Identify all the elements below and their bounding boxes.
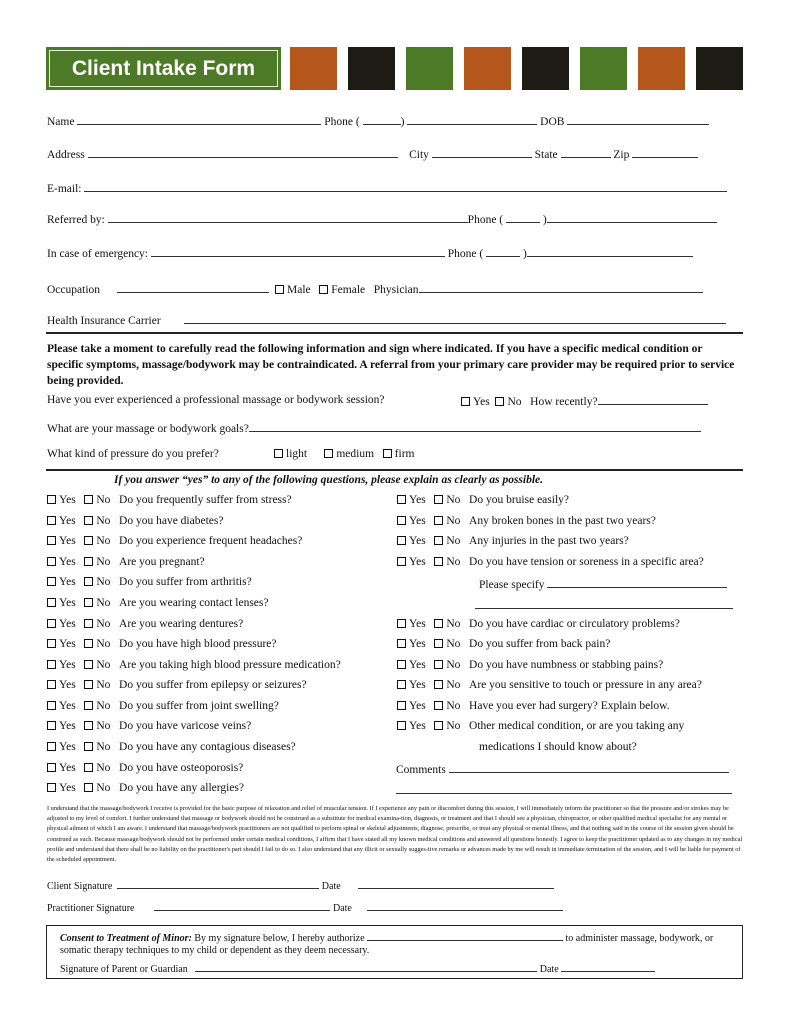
question-text: Do you have numbness or stabbing pains?: [469, 659, 664, 671]
client-signature-field[interactable]: [117, 880, 319, 889]
no-label: No: [446, 700, 461, 712]
yes-label: Yes: [409, 515, 426, 527]
consent-line-1: [60, 932, 713, 944]
left-question-row: [47, 494, 292, 506]
consent-text-2: to administer massage, bodywork, or: [565, 933, 714, 944]
phone-field[interactable]: [407, 114, 537, 125]
no-label: No: [507, 396, 522, 408]
left-question-row: [47, 741, 296, 753]
please-specify-field[interactable]: [547, 577, 727, 588]
yes-label: Yes: [59, 556, 76, 568]
yes-checkbox[interactable]: [397, 721, 406, 730]
no-label: No: [96, 638, 111, 650]
how-recently-field[interactable]: [598, 394, 708, 405]
yes-checkbox[interactable]: [397, 619, 406, 628]
phone-label: Phone (: [324, 116, 360, 128]
yes-checkbox[interactable]: [47, 742, 56, 751]
left-question-row: [47, 762, 243, 774]
yes-label: Yes: [59, 494, 76, 506]
no-label: No: [446, 535, 461, 547]
please-specify-line2: [475, 598, 733, 612]
decorative-square: [638, 47, 685, 90]
yes-checkbox[interactable]: [47, 783, 56, 792]
question-text: Other medical condition, or are you taking any: [469, 720, 685, 732]
decorative-square: [290, 47, 337, 90]
left-question-row: [47, 618, 243, 630]
decorative-square: [464, 47, 511, 90]
left-question-row: [47, 515, 223, 527]
referred-phone-area[interactable]: [506, 212, 540, 223]
question-text: Do you suffer from epilepsy or seizures?: [119, 679, 307, 691]
occupation-field[interactable]: [117, 282, 269, 293]
question-text: Do you have any allergies?: [119, 782, 245, 794]
yes-checkbox[interactable]: [47, 557, 56, 566]
left-question-row: [47, 638, 277, 650]
no-checkbox[interactable]: [434, 516, 443, 525]
referred-phone-field[interactable]: [547, 212, 717, 223]
light-checkbox[interactable]: [274, 449, 283, 458]
no-label: No: [96, 659, 111, 671]
right-question-row: [397, 638, 610, 650]
decorative-square: [348, 47, 395, 90]
right-question-row: [397, 535, 629, 547]
no-checkbox[interactable]: [434, 557, 443, 566]
pre-question-3-text: What kind of pressure do you prefer?: [47, 448, 219, 460]
question-text: Are you sensitive to touch or pressure in any area?: [469, 679, 702, 691]
question-text: Are you wearing dentures?: [119, 618, 244, 630]
no-checkbox[interactable]: [84, 701, 93, 710]
male-checkbox[interactable]: [275, 285, 284, 294]
address-field[interactable]: [88, 147, 398, 158]
question-text: Do you bruise easily?: [469, 494, 570, 506]
female-checkbox[interactable]: [319, 285, 328, 294]
dob-label: DOB: [540, 116, 565, 128]
no-label: No: [446, 515, 461, 527]
yes-checkbox[interactable]: [47, 639, 56, 648]
practitioner-signature-row: [47, 902, 563, 914]
left-question-row: [47, 535, 302, 547]
no-checkbox[interactable]: [84, 721, 93, 730]
no-checkbox[interactable]: [434, 721, 443, 730]
city-field[interactable]: [432, 147, 532, 158]
question-text: Are you taking high blood pressure medication?: [119, 659, 341, 671]
emergency-row: [47, 246, 693, 260]
right-question-row: [397, 720, 684, 732]
city-label: City: [409, 149, 429, 161]
firm-label: firm: [394, 448, 415, 460]
light-label: light: [286, 448, 308, 460]
question-text: Do you have diabetes?: [119, 515, 224, 527]
right-question-row: [397, 515, 656, 527]
no-label: No: [446, 556, 461, 568]
yes-checkbox[interactable]: [47, 660, 56, 669]
question-text: Do you have high blood pressure?: [119, 638, 277, 650]
no-label: No: [96, 741, 111, 753]
no-label: No: [96, 762, 111, 774]
yes-checkbox[interactable]: [397, 536, 406, 545]
please-specify-field-2[interactable]: [475, 598, 733, 609]
insurance-label: Health Insurance Carrier: [47, 315, 161, 327]
address-label: Address: [47, 149, 85, 161]
no-label: No: [96, 515, 111, 527]
consent-authorized-field[interactable]: [367, 932, 563, 941]
emergency-label: In case of emergency:: [47, 248, 149, 260]
yes-checkbox[interactable]: [47, 721, 56, 730]
referred-field[interactable]: [108, 212, 468, 223]
no-label: No: [446, 720, 461, 732]
medium-label: medium: [336, 448, 375, 460]
yes-label: Yes: [59, 720, 76, 732]
left-question-row: [47, 720, 251, 732]
no-checkbox[interactable]: [84, 536, 93, 545]
client-signature-label: Client Signature: [47, 881, 113, 892]
no-label: No: [96, 494, 111, 506]
parent-date-label: Date: [539, 964, 559, 975]
pre-question-1-text: Have you ever experienced a professional massage or bodywork session?: [47, 394, 385, 406]
email-field[interactable]: [84, 181, 727, 192]
no-label: No: [96, 782, 111, 794]
no-checkbox[interactable]: [434, 639, 443, 648]
left-question-row: [47, 659, 341, 671]
yes-checkbox[interactable]: [397, 660, 406, 669]
no-checkbox[interactable]: [434, 536, 443, 545]
notice-text: Please take a moment to carefully read the following information and sign where indicated. If you have a specific medical condition or specific symptoms, massage/bodywork may be contraindicated. A referral from your primary care provider may be required prior to service being provided.: [47, 343, 735, 387]
yes-label: Yes: [409, 679, 426, 691]
emergency-phone-label: Phone (: [447, 248, 484, 260]
question-text: Do you suffer from joint swelling?: [119, 700, 279, 712]
yes-checkbox[interactable]: [47, 763, 56, 772]
no-label: No: [446, 618, 461, 630]
name-row: [47, 114, 709, 128]
comments-field-2[interactable]: [396, 783, 732, 794]
no-checkbox[interactable]: [434, 701, 443, 710]
insurance-row: [47, 313, 726, 327]
consent-line-2: somatic therapy techniques to my child or dependent as they deem necessary.: [60, 945, 370, 956]
yes-checkbox[interactable]: [461, 397, 470, 406]
yes-label: Yes: [59, 638, 76, 650]
right-question-row: [397, 618, 680, 630]
no-checkbox[interactable]: [434, 495, 443, 504]
state-label: State: [534, 149, 558, 161]
right-question-row: [397, 659, 663, 671]
no-checkbox[interactable]: [84, 577, 93, 586]
insurance-field[interactable]: [184, 313, 726, 324]
consent-text-1: By my signature below, I hereby authorize: [194, 933, 365, 944]
consent-signature-row: [60, 963, 655, 975]
no-checkbox[interactable]: [84, 598, 93, 607]
right-question-row: [397, 700, 670, 712]
phone-paren: ): [400, 116, 405, 128]
yes-checkbox[interactable]: [397, 680, 406, 689]
yes-checkbox[interactable]: [397, 639, 406, 648]
no-checkbox[interactable]: [84, 763, 93, 772]
comments-field[interactable]: [449, 762, 729, 773]
right-question-row: [397, 556, 704, 568]
form-title: Client Intake Form: [71, 56, 256, 80]
no-checkbox[interactable]: [84, 639, 93, 648]
question-text: Are you pregnant?: [119, 556, 205, 568]
left-question-row: [47, 782, 244, 794]
yes-label: Yes: [59, 762, 76, 774]
parent-date-field[interactable]: [561, 963, 655, 972]
physician-label: Physician: [373, 284, 419, 296]
goals-field[interactable]: [249, 421, 701, 432]
no-label: No: [96, 597, 111, 609]
phone-area-field[interactable]: [363, 114, 401, 125]
referred-label: Referred by:: [47, 214, 105, 226]
yes-checkbox[interactable]: [47, 536, 56, 545]
emergency-field[interactable]: [151, 246, 445, 257]
firm-checkbox[interactable]: [383, 449, 392, 458]
question-text: Are you wearing contact lenses?: [119, 597, 269, 609]
question-text: Do you have varicose veins?: [119, 720, 252, 732]
pre-question-1-answers: [461, 394, 708, 408]
questions-header: If you answer “yes” to any of the following questions, please explain as clearly as possible.: [114, 474, 544, 486]
yes-label: Yes: [59, 679, 76, 691]
section-divider: [46, 469, 743, 471]
pre-question-1: [47, 394, 385, 406]
no-checkbox[interactable]: [84, 619, 93, 628]
question-text: Do you frequently suffer from stress?: [119, 494, 292, 506]
phone-paren: ): [522, 248, 527, 260]
comments-label: Comments: [396, 764, 446, 776]
female-label: Female: [331, 284, 366, 296]
question-text: Any injuries in the past two years?: [469, 535, 629, 547]
question-text: Do you have any contagious diseases?: [119, 741, 296, 753]
dob-field[interactable]: [567, 114, 709, 125]
yes-label: Yes: [409, 494, 426, 506]
practitioner-signature-field[interactable]: [154, 902, 330, 911]
male-label: Male: [287, 284, 311, 296]
left-question-row: [47, 556, 205, 568]
parent-signature-field[interactable]: [195, 963, 537, 972]
no-label: No: [96, 700, 111, 712]
address-row: [47, 147, 698, 161]
name-field[interactable]: [77, 114, 321, 125]
yes-label: Yes: [409, 638, 426, 650]
yes-label: Yes: [59, 782, 76, 794]
yes-checkbox[interactable]: [397, 495, 406, 504]
decorative-square: [696, 47, 743, 90]
comments-line2: [396, 783, 732, 797]
practitioner-date-field[interactable]: [367, 902, 563, 911]
yes-checkbox[interactable]: [397, 701, 406, 710]
comments-row: [396, 762, 729, 776]
yes-label: Yes: [473, 396, 490, 408]
minor-consent-box: [46, 925, 743, 979]
no-label: No: [96, 556, 111, 568]
please-specify-label: Please specify: [479, 579, 545, 591]
left-question-row: [47, 679, 307, 691]
yes-checkbox[interactable]: [47, 598, 56, 607]
no-checkbox[interactable]: [84, 516, 93, 525]
zip-field[interactable]: [632, 147, 698, 158]
practitioner-signature-label: Practitioner Signature: [47, 903, 135, 914]
right-question-row: [397, 494, 569, 506]
left-question-row: [47, 576, 252, 588]
no-label: No: [446, 679, 461, 691]
yes-checkbox[interactable]: [47, 516, 56, 525]
question-text: Do you have tension or soreness in a specific area?: [469, 556, 704, 568]
parent-signature-label: Signature of Parent or Guardian: [60, 964, 188, 975]
no-checkbox[interactable]: [434, 619, 443, 628]
yes-label: Yes: [59, 618, 76, 630]
right-question-row: [397, 679, 702, 691]
no-label: No: [96, 576, 111, 588]
liability-fine-print: I understand that the massage/bodywork I receive is provided for the basic purpose of relaxation and relief of muscular tension. If I experience any pain or discomfort during this session, I will immediately inform the practitioner so that the pressure and/or strokes may be adjusted to my level of comfort. I further understand that massage or bodywork should not be construed as a substitute for medical examina-tion, diagnosis, or treatment and that I should see a physician, chiropractor, or other qualified medical specialist for any mental or physical ailment of which I am aware. I understand that massage/bodywork practitioners are not qualified to perform spinal or skeletal adjustments, diagnose, prescribe, or treat any physical or mental illness, and that nothing said in the course of the session given should be construed as such. Because massage/bodywork should not be performed under certain medical conditions, I affirm that I have stated all my known medical conditions and answered all questions honestly. I agree to keep the practitioner updated as to any changes in my medical profile and understand that there shall be no liability on the practitioner's part should I fail to do so. I also understand that any illicit or sexually sugges-tive remarks or advances made by me will result in immediate termination of the session, and I will be liable for payment of the scheduled appointment.: [47, 805, 743, 864]
yes-label: Yes: [409, 720, 426, 732]
phone-paren: ): [542, 214, 547, 226]
yes-label: Yes: [409, 556, 426, 568]
left-question-row: [47, 597, 269, 609]
email-row: [47, 181, 727, 195]
yes-label: Yes: [59, 659, 76, 671]
please-specify-row: [479, 577, 727, 591]
referred-row: [47, 212, 717, 226]
email-label: E-mail:: [47, 183, 82, 195]
physician-field[interactable]: [419, 282, 703, 293]
decorative-square: [522, 47, 569, 90]
no-checkbox[interactable]: [84, 783, 93, 792]
occupation-label: Occupation: [47, 284, 101, 296]
yes-label: Yes: [59, 741, 76, 753]
no-label: No: [446, 659, 461, 671]
client-date-field[interactable]: [358, 880, 554, 889]
yes-label: Yes: [409, 659, 426, 671]
no-checkbox[interactable]: [495, 397, 504, 406]
no-checkbox[interactable]: [434, 680, 443, 689]
question-text: Do you have cardiac or circulatory problems?: [469, 618, 680, 630]
name-label: Name: [47, 116, 75, 128]
no-checkbox[interactable]: [84, 495, 93, 504]
question-text: Do you suffer from arthritis?: [119, 576, 252, 588]
pre-question-2: [47, 421, 701, 435]
section-divider: [46, 332, 743, 334]
no-checkbox[interactable]: [434, 660, 443, 669]
emergency-phone-field[interactable]: [527, 246, 693, 257]
no-label: No: [96, 535, 111, 547]
yes-checkbox[interactable]: [47, 701, 56, 710]
pre-question-3: [47, 448, 219, 460]
yes-label: Yes: [59, 597, 76, 609]
medium-checkbox[interactable]: [324, 449, 333, 458]
no-label: No: [446, 638, 461, 650]
referred-phone-label: Phone (: [467, 214, 504, 226]
state-field[interactable]: [561, 147, 611, 158]
question-text: Any broken bones in the past two years?: [469, 515, 656, 527]
pre-question-2-text: What are your massage or bodywork goals?: [47, 423, 249, 435]
yes-checkbox[interactable]: [397, 557, 406, 566]
no-label: No: [446, 494, 461, 506]
zip-label: Zip: [613, 149, 630, 161]
question-text: Do you have osteoporosis?: [119, 762, 244, 774]
no-checkbox[interactable]: [84, 557, 93, 566]
yes-label: Yes: [59, 576, 76, 588]
no-checkbox[interactable]: [84, 742, 93, 751]
practitioner-date-label: Date: [332, 903, 352, 914]
form-title-banner: [46, 47, 281, 90]
question-text: Have you ever had surgery? Explain below.: [469, 700, 670, 712]
right-continuation: medications I should know about?: [479, 741, 637, 753]
emergency-phone-area[interactable]: [486, 246, 520, 257]
pressure-options: [274, 448, 414, 460]
decorative-square: [580, 47, 627, 90]
client-date-label: Date: [321, 881, 341, 892]
client-signature-row: [47, 880, 554, 892]
no-label: No: [96, 720, 111, 732]
yes-checkbox[interactable]: [47, 619, 56, 628]
yes-label: Yes: [409, 700, 426, 712]
question-text: Do you experience frequent headaches?: [119, 535, 303, 547]
no-label: No: [96, 618, 111, 630]
yes-checkbox[interactable]: [397, 516, 406, 525]
left-question-row: [47, 700, 279, 712]
yes-checkbox[interactable]: [47, 495, 56, 504]
question-text: Do you suffer from back pain?: [469, 638, 611, 650]
yes-checkbox[interactable]: [47, 680, 56, 689]
yes-label: Yes: [409, 535, 426, 547]
no-label: No: [96, 679, 111, 691]
yes-checkbox[interactable]: [47, 577, 56, 586]
occupation-row: [47, 282, 703, 296]
yes-label: Yes: [409, 618, 426, 630]
no-checkbox[interactable]: [84, 660, 93, 669]
how-recently-label: How recently?: [530, 396, 598, 408]
consent-title: Consent to Treatment of Minor:: [60, 933, 192, 944]
yes-label: Yes: [59, 515, 76, 527]
yes-label: Yes: [59, 700, 76, 712]
no-checkbox[interactable]: [84, 680, 93, 689]
decorative-square: [406, 47, 453, 90]
yes-label: Yes: [59, 535, 76, 547]
